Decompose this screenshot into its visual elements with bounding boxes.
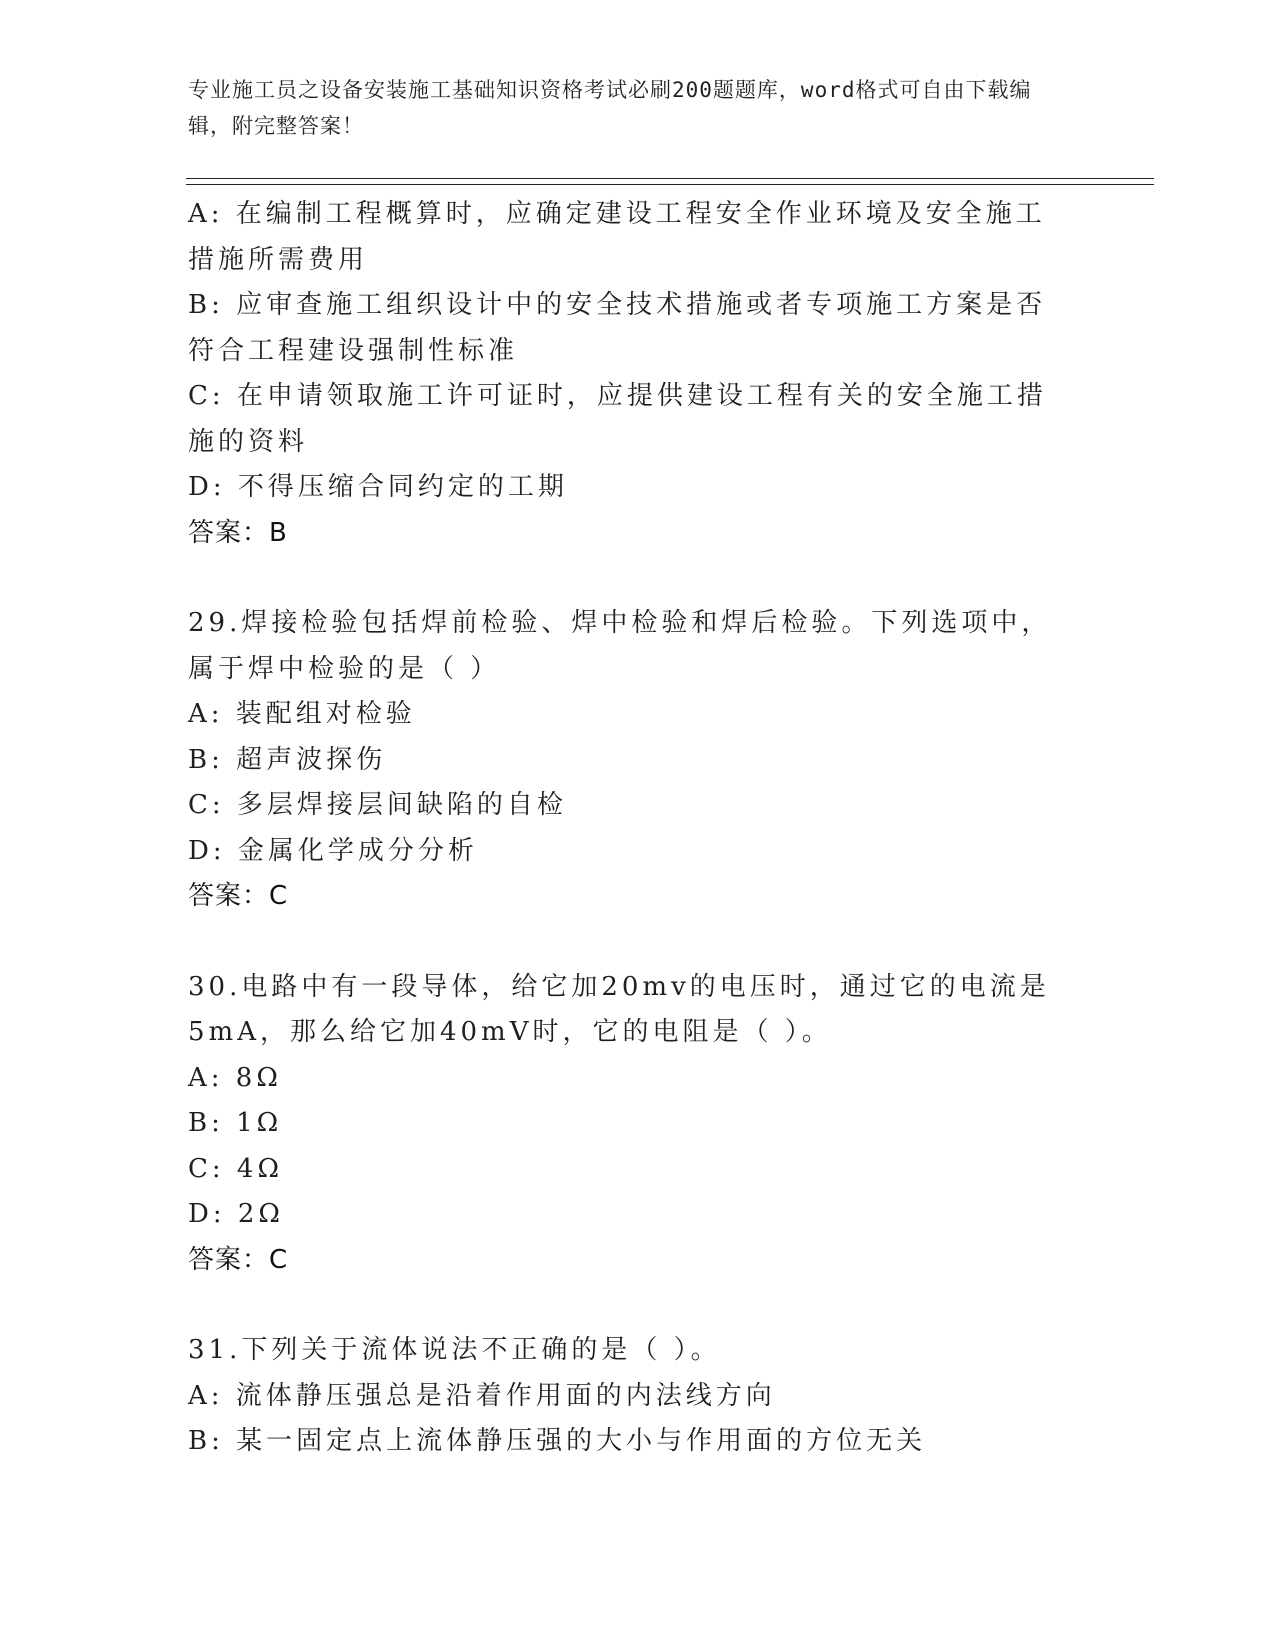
question-28: [188, 192, 1068, 556]
option-c: C: 在申请领取施工许可证时，应提供建设工程有关的安全施工措施的资料: [188, 381, 1047, 457]
option-c: C: 多层焊接层间缺陷的自检: [188, 790, 567, 820]
option-c: C: 4Ω: [188, 1153, 284, 1184]
option-b: B: 1Ω: [188, 1108, 283, 1138]
option-b: B: 应审查施工组织设计中的安全技术措施或者专项施工方案是否符合工程建设强制性标准: [188, 290, 1047, 366]
header-divider-bottom: [186, 184, 1154, 185]
option-d: D: 不得压缩合同约定的工期: [188, 472, 568, 502]
option-a: A: 流体静压强总是沿着作用面的内法线方向: [188, 1380, 776, 1411]
answer-label: 答案：B: [188, 517, 288, 548]
option-d: D: 2Ω: [188, 1199, 284, 1229]
document-header: [188, 72, 1068, 144]
option-a: A: 8Ω: [188, 1062, 282, 1093]
question-text: 30.电路中有一段导体，给它加20mv的电压时，通过它的电流是5mA，那么给它加40mV时，它的电阻是（ ）。: [188, 971, 1050, 1047]
question-29: [188, 601, 1068, 920]
question-text: 31.下列关于流体说法不正确的是（ ）。: [188, 1335, 721, 1365]
option-b: B: 超声波探伤: [188, 744, 387, 775]
question-list: [188, 192, 1068, 1465]
question-31: [188, 1328, 1068, 1465]
option-d: D: 金属化学成分分析: [188, 835, 478, 866]
option-a: A: 在编制工程概算时，应确定建设工程安全作业环境及安全施工措施所需费用: [188, 199, 1046, 275]
answer-label: 答案：C: [188, 1244, 289, 1275]
document-title: 专业施工员之设备安装施工基础知识资格考试必刷200题题库，word格式可自由下载编辑，附完整答案！: [188, 78, 1032, 138]
question-text: 29.焊接检验包括焊前检验、焊中检验和焊后检验。下列选项中，属于焊中检验的是（ ）: [188, 608, 1052, 684]
option-b: B: 某一固定点上流体静压强的大小与作用面的方位无关: [188, 1426, 927, 1456]
question-30: [188, 965, 1068, 1284]
header-divider-top: [186, 178, 1154, 179]
option-a: A: 装配组对检验: [188, 699, 416, 729]
answer-label: 答案：C: [188, 881, 289, 911]
